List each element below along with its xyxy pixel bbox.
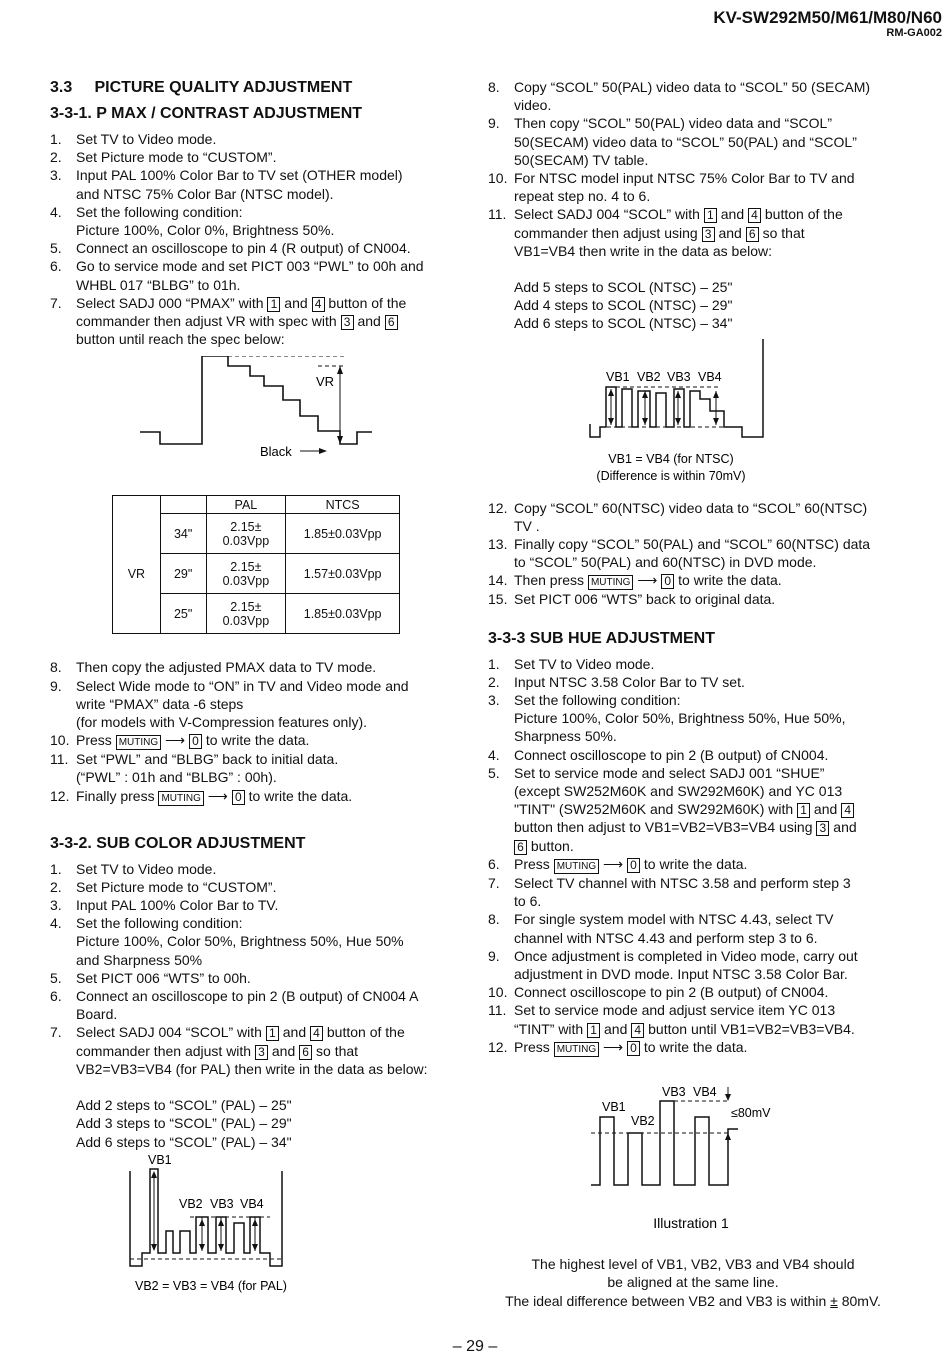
page-number: – 29 –	[452, 1338, 498, 1355]
list-item: 10. Connect oscilloscope to pin 2 (B output) of CN004.	[488, 984, 829, 1001]
model-header: KV-SW292M50/M61/M80/N60	[713, 8, 942, 27]
svg-text:VB2 = VB3 = VB4 (for PAL): VB2 = VB3 = VB4 (for PAL)	[135, 1278, 287, 1293]
r-steps-a	[488, 78, 908, 205]
sec1-steps-a	[50, 130, 460, 294]
r-steps-c	[488, 571, 908, 608]
vr-spec-table	[112, 495, 400, 634]
list-item: 1. Set TV to Video mode.	[50, 131, 217, 147]
section-title: 3.3 PICTURE QUALITY ADJUSTMENT	[50, 79, 353, 96]
list-item: 3. Input PAL 100% Color Bar to TV.	[50, 897, 279, 914]
list-item: 5. Set PICT 006 “WTS” to 00h.	[50, 969, 251, 986]
svg-text:VB3: VB3	[667, 369, 691, 384]
list-item: 12. Copy “SCOL” 60(NTSC) video data to “SCOL” 60(NTSC) TV .	[488, 499, 868, 534]
col-ntcs: NTCS	[286, 496, 400, 514]
sec3-step5-6	[488, 764, 908, 874]
svg-text:VB4: VB4	[693, 1086, 717, 1099]
list-item: 3. Set the following condition: Picture 100%, Color 50%, Brightness 50%, Hue 50%, Sharpness 50%.	[488, 692, 846, 745]
sec1-step7	[50, 294, 460, 349]
sec2-add-steps: Add 2 steps to “SCOL” (PAL) – 25" Add 3 steps to “SCOL” (PAL) – 29" Add 6 steps to “SCOL” (PAL) – 34"	[76, 1097, 292, 1150]
scol-ntsc-waveform-figure	[488, 339, 908, 489]
right-column	[488, 78, 908, 1310]
list-item: 1. Set TV to Video mode.	[488, 655, 655, 672]
list-item: 2. Input NTSC 3.58 Color Bar to TV set.	[488, 673, 745, 690]
table-row: 25" 2.15± 0.03Vpp 1.85±0.03Vpp	[113, 594, 400, 634]
vr-label: VR	[316, 374, 335, 390]
table-row: VR 34" 2.15± 0.03Vpp 1.85±0.03Vpp	[113, 514, 400, 554]
list-item: 5. Set to service mode and select SADJ 001 “SHUE” (except SW252M60K and SW292M60K) and YC 013 "TINT" (SW252M60K and SW292M60K) with 1 and 4 button then adjust to VB1=VB2=VB3=VB4 using 3 and 6 button.	[488, 764, 857, 854]
list-item: 2. Set Picture mode to “CUSTOM”.	[50, 878, 277, 895]
svg-text:VB3: VB3	[210, 1196, 234, 1211]
svg-text:VB1: VB1	[148, 1152, 172, 1167]
svg-text:VB1: VB1	[606, 369, 630, 384]
list-item: 11. Set “PWL” and “BLBG” back to initial data. (“PWL” : 01h and “BLBG” : 00h).	[50, 751, 339, 786]
black-label: Black	[260, 444, 292, 460]
sec1-title: 3-3-1. P MAX / CONTRAST ADJUSTMENT	[50, 105, 363, 122]
list-item: 4. Set the following condition: Picture 100%, Color 0%, Brightness 50%.	[50, 203, 335, 239]
sec1-steps-c	[50, 731, 460, 805]
svg-text:VB2: VB2	[637, 369, 661, 384]
sec3-step11-12	[488, 1001, 908, 1056]
svg-text:VB1 = VB4 (for NTSC): VB1 = VB4 (for NTSC)	[608, 451, 734, 466]
svg-text:VB3: VB3	[662, 1086, 686, 1099]
list-item: 6. Press MUTING ⟶ 0 to write the data.	[488, 855, 748, 872]
sec1-steps-b	[50, 658, 460, 731]
svg-text:VB2: VB2	[179, 1196, 203, 1211]
list-item: 2. Set Picture mode to “CUSTOM”.	[50, 149, 277, 166]
sec3-title: 3-3-3 SUB HUE ADJUSTMENT	[488, 629, 715, 647]
sec2-steps	[50, 860, 460, 1024]
list-item: 7. Select SADJ 004 “SCOL” with 1 and 4 button of the commander then adjust with 3 and 6 so that VB2=VB3=VB4 (for PAL) then write in the data as below:	[50, 1024, 428, 1077]
svg-text:VB1: VB1	[602, 1099, 626, 1114]
list-item: 3. Input PAL 100% Color Bar to TV set (OTHER model) and NTSC 75% Color Bar (NTSC model).	[50, 167, 403, 202]
r-step11	[488, 205, 908, 260]
r-add-steps: Add 5 steps to SCOL (NTSC) – 25" Add 4 steps to SCOL (NTSC) – 29" Add 6 steps to SCOL (NTSC) – 34"	[514, 279, 733, 332]
list-item: 1. Set TV to Video mode.	[50, 860, 217, 877]
list-item: 8. Then copy the adjusted PMAX data to TV mode.	[50, 659, 377, 676]
list-item: 12. Press MUTING ⟶ 0 to write the data.	[488, 1038, 748, 1055]
list-item: 11. Set to service mode and adjust service item YC 013 “TINT” with 1 and 4 button until VB1=VB2=VB3=VB4.	[488, 1002, 855, 1037]
list-item: 6. Go to service mode and set PICT 003 “PWL” to 00h and WHBL 017 “BLBG” to 01h.	[50, 258, 424, 293]
sec3-steps-b	[488, 874, 908, 1001]
code-header: RM-GA002	[886, 27, 942, 39]
left-column	[50, 78, 460, 1301]
list-item: 6. Connect an oscilloscope to pin 2 (B output) of CN004 A Board.	[50, 988, 419, 1023]
list-item: 10. Press MUTING ⟶ 0 to write the data.	[50, 732, 310, 749]
list-item: 7. Select TV channel with NTSC 3.58 and perform step 3 to 6.	[488, 874, 851, 910]
list-item: 12. Finally press MUTING ⟶ 0 to write the data.	[50, 787, 353, 804]
list-item: 8. Copy “SCOL” 50(PAL) video data to “SCOL” 50 (SECAM) video.	[488, 79, 871, 114]
svg-text:VB4: VB4	[240, 1196, 264, 1211]
svg-text:≤80mV: ≤80mV	[731, 1105, 771, 1120]
table-row: 29" 2.15± 0.03Vpp 1.57±0.03Vpp	[113, 554, 400, 594]
row-label: VR	[113, 514, 161, 634]
col-pal: PAL	[206, 496, 286, 514]
sec2-title: 3-3-2. SUB COLOR ADJUSTMENT	[50, 834, 306, 852]
hue-waveform-figure	[488, 1087, 908, 1239]
list-item: 15. Set PICT 006 “WTS” back to original data.	[488, 591, 776, 608]
list-item: 13. Finally copy “SCOL” 50(PAL) and “SCOL” 60(NTSC) data to “SCOL” 50(PAL) and 60(NTSC) in DVD mode.	[488, 536, 871, 571]
svg-text:Illustration 1: Illustration 1	[653, 1214, 729, 1231]
scol-pal-waveform-figure	[50, 1151, 460, 1301]
sec2-step7	[50, 1023, 460, 1078]
r-steps-b	[488, 499, 908, 572]
list-item: 4. Connect oscilloscope to pin 2 (B output) of CN004.	[488, 746, 829, 763]
list-item: 10. For NTSC model input NTSC 75% Color Bar to TV and repeat step no. 4 to 6.	[488, 170, 855, 205]
list-item: 5. Connect an oscilloscope to pin 4 (R output) of CN004.	[50, 240, 411, 257]
list-item: 7. Select SADJ 000 “PMAX” with 1 and 4 button of the commander then adjust VR with spec with 3 and 6 button until reach the spec below:	[50, 294, 407, 348]
svg-text:VB2: VB2	[631, 1113, 655, 1128]
list-item: 9. Select Wide mode to “ON” in TV and Video mode and write “PMAX” data -6 steps (for models with V-Compression features only).	[50, 677, 409, 731]
hue-note: The highest level of VB1, VB2, VB3 and VB4 should be aligned at the same line. The ideal difference between VB2 and VB3 is within ± 80mV.	[505, 1255, 881, 1309]
svg-text:(Difference is within 70mV): (Difference is within 70mV)	[596, 468, 746, 483]
list-item: 9. Once adjustment is completed in Video mode, carry out adjustment in DVD mode. Input NTSC 3.58 Color Bar.	[488, 947, 858, 982]
list-item: 14. Then press MUTING ⟶ 0 to write the data.	[488, 572, 782, 589]
list-item: 9. Then copy “SCOL” 50(PAL) video data and “SCOL” 50(SECAM) video data to “SCOL” 50(PAL) and “SCOL” 50(SECAM) TV table.	[488, 115, 857, 168]
pmax-waveform-figure	[50, 356, 460, 491]
list-item: 4. Set the following condition: Picture 100%, Color 50%, Brightness 50%, Hue 50% and Sharpness 50%	[50, 915, 404, 968]
list-item: 8. For single system model with NTSC 4.43, select TV channel with NTSC 4.43 and perform step 3 to 6.	[488, 911, 834, 946]
list-item: 11. Select SADJ 004 “SCOL” with 1 and 4 button of the commander then adjust using 3 and 6 so that VB1=VB4 then write in the data as below:	[488, 206, 843, 259]
svg-text:VB4: VB4	[698, 369, 722, 384]
sec3-steps-a	[488, 655, 908, 764]
